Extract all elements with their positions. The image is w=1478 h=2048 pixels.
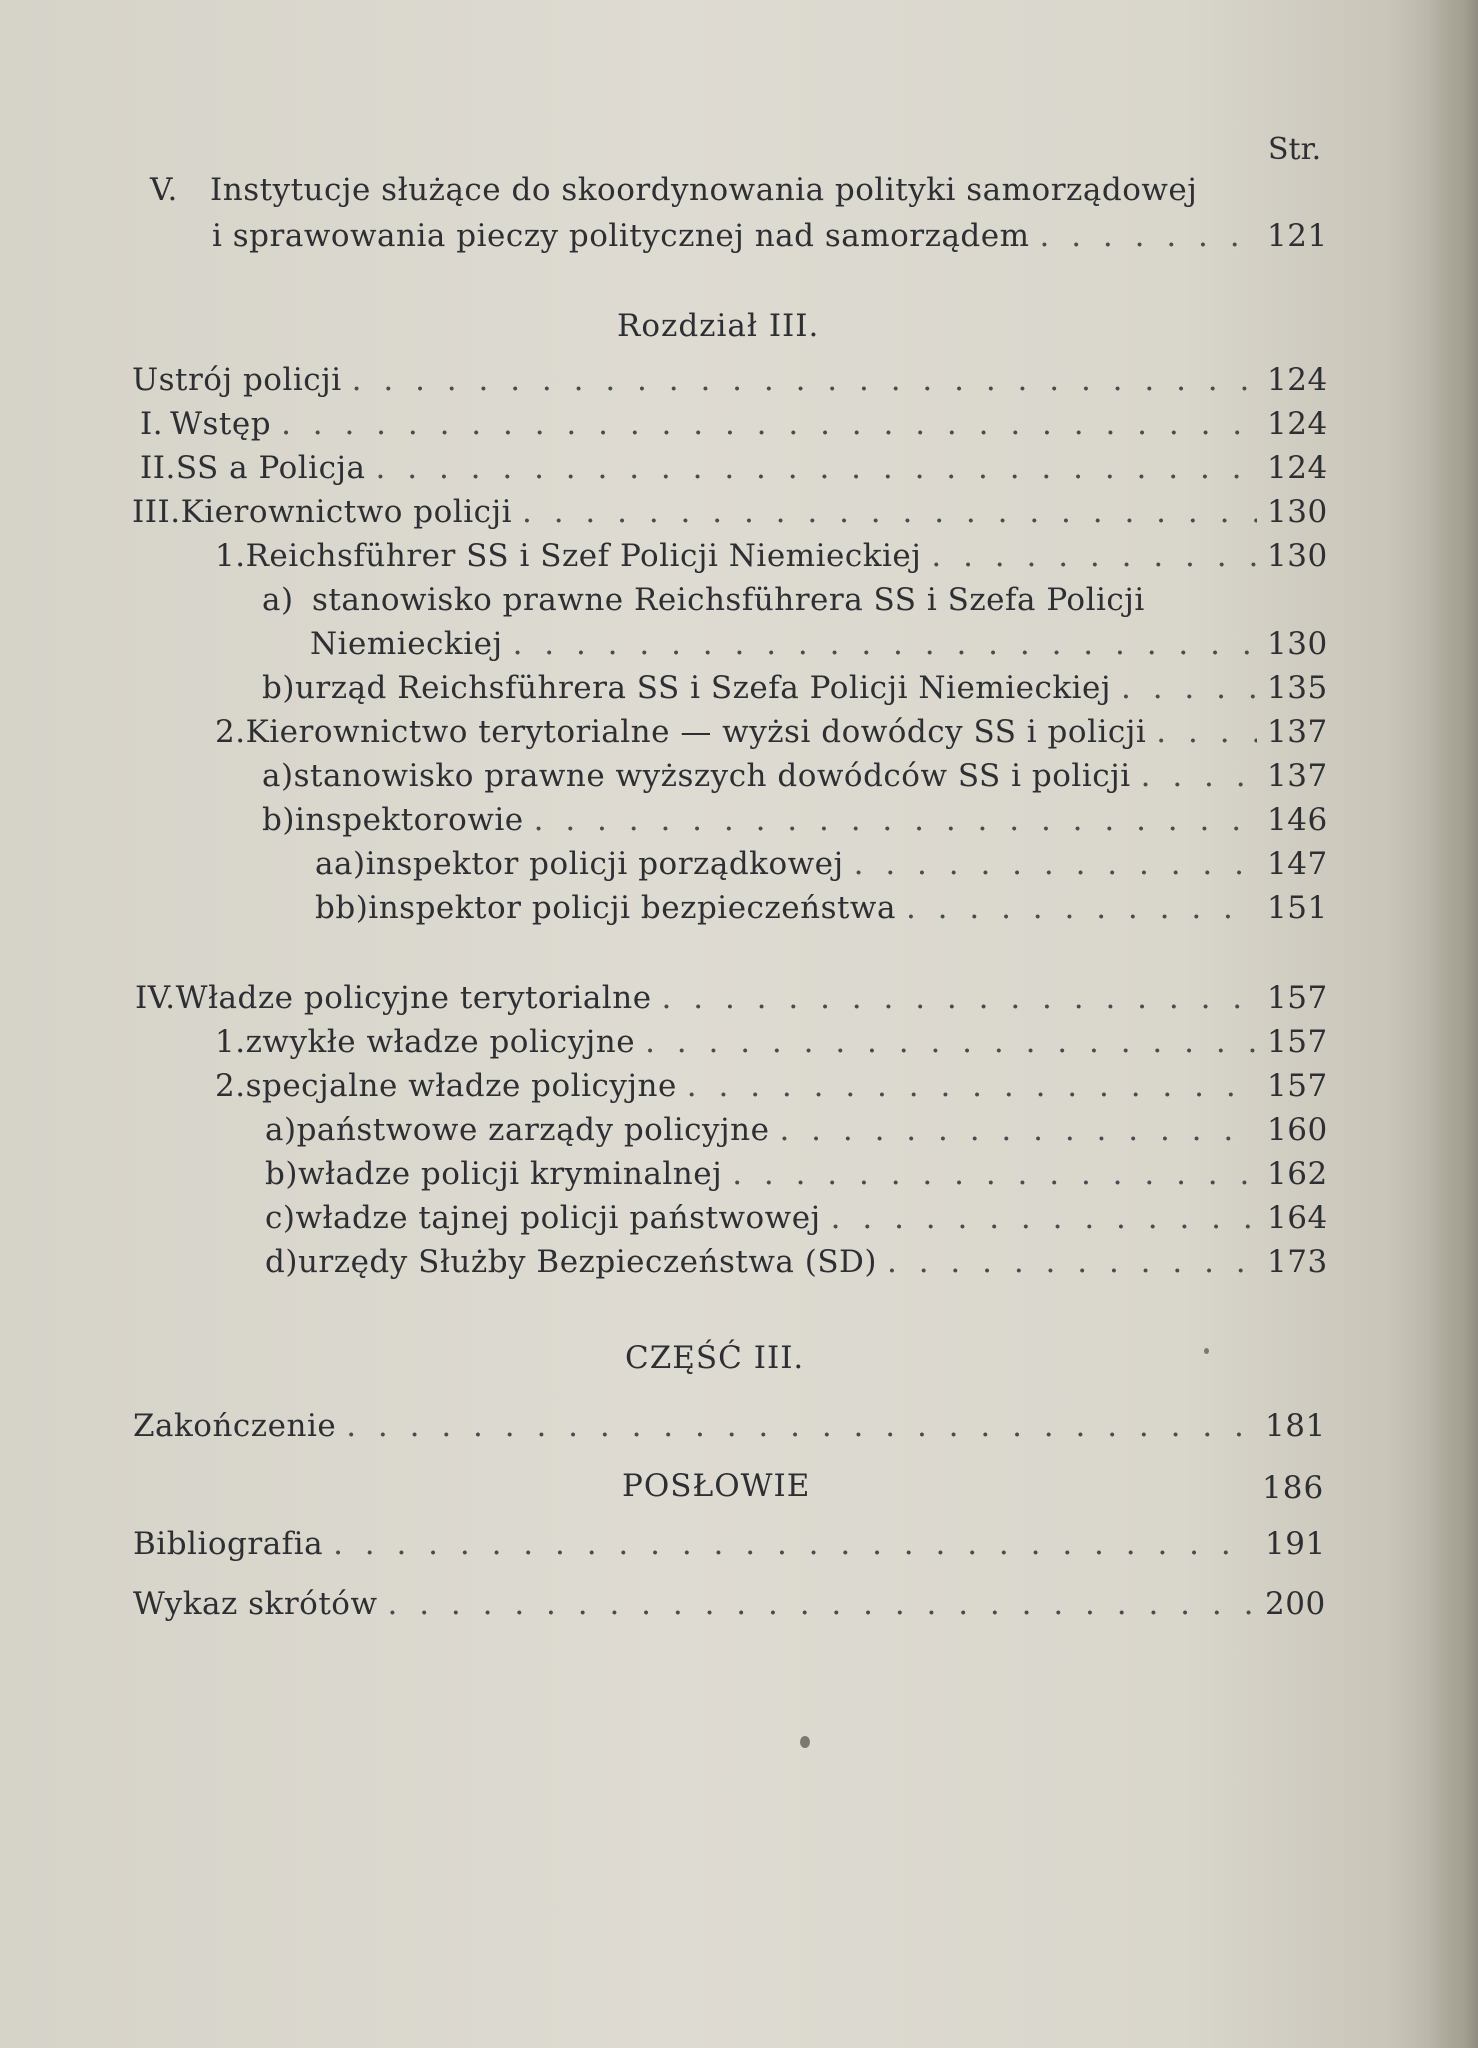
- entry-page: 124: [1267, 362, 1328, 398]
- entry-page: 146: [1267, 802, 1328, 838]
- entry-page: 137: [1267, 714, 1328, 750]
- entry-page: 200: [1265, 1586, 1326, 1622]
- toc-entry: [140, 406, 1327, 450]
- entry-number: I.: [140, 406, 164, 442]
- toc-entry-conclusion: [133, 1408, 1325, 1452]
- leader-dots: [333, 1526, 1255, 1562]
- entry-number: 1.: [215, 1024, 246, 1060]
- leader-dots: [831, 1200, 1257, 1236]
- entry-number: b): [262, 670, 295, 706]
- leader-dots: [662, 980, 1257, 1016]
- toc-entry: [315, 846, 1327, 890]
- entry-label: Instytucje służące do skoordynowania polityki samorządowej: [210, 172, 1198, 208]
- entry-label: Ustrój policji: [132, 362, 342, 398]
- toc-entry-bibliography: [133, 1526, 1325, 1570]
- entry-number: d): [265, 1244, 298, 1280]
- entry-page: 124: [1267, 406, 1328, 442]
- entry-number: II.: [140, 450, 176, 486]
- entry-label: Kierownictwo terytorialne — wyżsi dowódcy SS i policji: [245, 714, 1147, 750]
- leader-dots: [513, 626, 1257, 662]
- entry-label: inspektorowie: [294, 802, 524, 838]
- entry-label: urzędy Służby Bezpieczeństwa (SD): [297, 1244, 878, 1280]
- leader-dots: [352, 362, 1257, 398]
- chapter-heading: Rozdział III.: [617, 308, 820, 344]
- toc-entry-continued: [310, 626, 1327, 670]
- entry-page: 173: [1267, 1244, 1328, 1280]
- toc-entry: [265, 1244, 1327, 1288]
- leader-dots: [732, 1156, 1257, 1192]
- leader-dots: [387, 1586, 1255, 1622]
- entry-page: 181: [1265, 1408, 1326, 1444]
- leader-dots: [887, 1244, 1257, 1280]
- entry-number: aa): [315, 846, 366, 882]
- entry-page: 137: [1267, 758, 1328, 794]
- entry-label: władze policji kryminalnej: [297, 1156, 723, 1192]
- toc-entry: [265, 1112, 1327, 1156]
- toc-entry: [215, 714, 1327, 758]
- afterword-heading: POSŁOWIE: [622, 1468, 811, 1504]
- toc-entry-section-v-continued: [212, 218, 1327, 262]
- leader-dots: [854, 846, 1257, 882]
- part-heading: CZĘŚĆ III.: [625, 1340, 805, 1376]
- leader-dots: [645, 1024, 1257, 1060]
- entry-label: Zakończenie: [133, 1408, 337, 1444]
- entry-page: 135: [1267, 670, 1328, 706]
- leader-dots: [1141, 758, 1257, 794]
- toc-entry: [132, 362, 1327, 406]
- toc-entry: [215, 1024, 1327, 1068]
- toc-entry-section-v: [150, 172, 1240, 216]
- entry-label: urząd Reichsführera SS i Szefa Policji Niemieckiej: [294, 670, 1111, 706]
- page-edge-shadow: [1428, 0, 1478, 2048]
- entry-number: c): [265, 1200, 296, 1236]
- toc-entry: [262, 582, 1262, 626]
- entry-label: Niemieckiej: [310, 626, 503, 662]
- entry-label: Bibliografia: [133, 1526, 324, 1562]
- entry-label: inspektor policji bezpieczeństwa: [368, 890, 896, 926]
- leader-dots: [906, 890, 1257, 926]
- entry-page: 160: [1267, 1112, 1328, 1148]
- entry-page: 164: [1267, 1200, 1328, 1236]
- entry-label: stanowisko prawne Reichsführera SS i Szefa Policji: [312, 582, 1145, 618]
- entry-label: Reichsführer SS i Szef Policji Niemieckiej: [245, 538, 922, 574]
- entry-number: 2.: [215, 714, 246, 750]
- leader-dots: [281, 406, 1257, 442]
- entry-label: Wstęp: [170, 406, 272, 442]
- entry-page: 162: [1267, 1156, 1328, 1192]
- entry-label: SS a Policja: [175, 450, 366, 486]
- toc-entry: [262, 802, 1327, 846]
- entry-number: 2.: [215, 1068, 246, 1104]
- leader-dots: [779, 1112, 1257, 1148]
- toc-entry: [262, 758, 1327, 802]
- entry-page: 124: [1267, 450, 1328, 486]
- leader-dots: [1040, 218, 1257, 254]
- entry-label: Władze policyjne terytorialne: [175, 980, 652, 1016]
- page-column-label: Str.: [1268, 132, 1322, 167]
- toc-entry: [132, 494, 1327, 538]
- entry-page: 157: [1267, 1024, 1328, 1060]
- entry-number: V.: [150, 172, 178, 208]
- entry-label: Kierownictwo policji: [180, 494, 513, 530]
- entry-page: 191: [1265, 1526, 1326, 1562]
- leader-dots: [687, 1068, 1257, 1104]
- entry-page: 121: [1267, 218, 1328, 254]
- entry-label: inspektor policji porządkowej: [365, 846, 844, 882]
- toc-entry: [262, 670, 1327, 714]
- toc-entry: [315, 890, 1327, 934]
- entry-number: bb): [315, 890, 369, 926]
- entry-label: państwowe zarządy policyjne: [296, 1112, 770, 1148]
- entry-number: a): [262, 582, 294, 618]
- toc-entry: [215, 1068, 1327, 1112]
- toc-entry: [265, 1200, 1327, 1244]
- entry-page: 147: [1267, 846, 1328, 882]
- entry-number: a): [265, 1112, 297, 1148]
- toc-entry-abbreviations: [133, 1586, 1325, 1630]
- entry-page: 151: [1267, 890, 1328, 926]
- afterword-page: 186: [1262, 1470, 1325, 1506]
- leader-dots: [534, 802, 1257, 838]
- leader-dots: [1121, 670, 1257, 706]
- leader-dots: [1156, 714, 1257, 750]
- entry-page: 157: [1267, 1068, 1328, 1104]
- leader-dots: [522, 494, 1257, 530]
- entry-number: a): [262, 758, 294, 794]
- entry-number: 1.: [215, 538, 246, 574]
- toc-entry: [215, 538, 1327, 582]
- entry-page: 130: [1267, 494, 1328, 530]
- entry-label: władze tajnej policji państwowej: [295, 1200, 821, 1236]
- toc-entry: [140, 450, 1327, 494]
- leader-dots: [346, 1408, 1255, 1444]
- entry-number: b): [262, 802, 295, 838]
- entry-number: b): [265, 1156, 298, 1192]
- leader-dots: [376, 450, 1257, 486]
- entry-label: zwykłe władze policyjne: [245, 1024, 636, 1060]
- entry-label: i sprawowania pieczy politycznej nad samorządem: [212, 218, 1030, 254]
- entry-page: 157: [1267, 980, 1328, 1016]
- leader-dots: [931, 538, 1257, 574]
- toc-entry: [265, 1156, 1327, 1200]
- entry-number: IV.: [135, 980, 176, 1016]
- entry-page: 130: [1267, 538, 1328, 574]
- entry-page: 130: [1267, 626, 1328, 662]
- paper-blemish: [800, 1736, 810, 1748]
- entry-label: stanowisko prawne wyższych dowódców SS i policji: [293, 758, 1131, 794]
- toc-entry: [135, 980, 1327, 1024]
- entry-number: III.: [132, 494, 181, 530]
- paper-blemish: [1204, 1348, 1209, 1354]
- entry-label: Wykaz skrótów: [133, 1586, 378, 1622]
- entry-label: specjalne władze policyjne: [245, 1068, 677, 1104]
